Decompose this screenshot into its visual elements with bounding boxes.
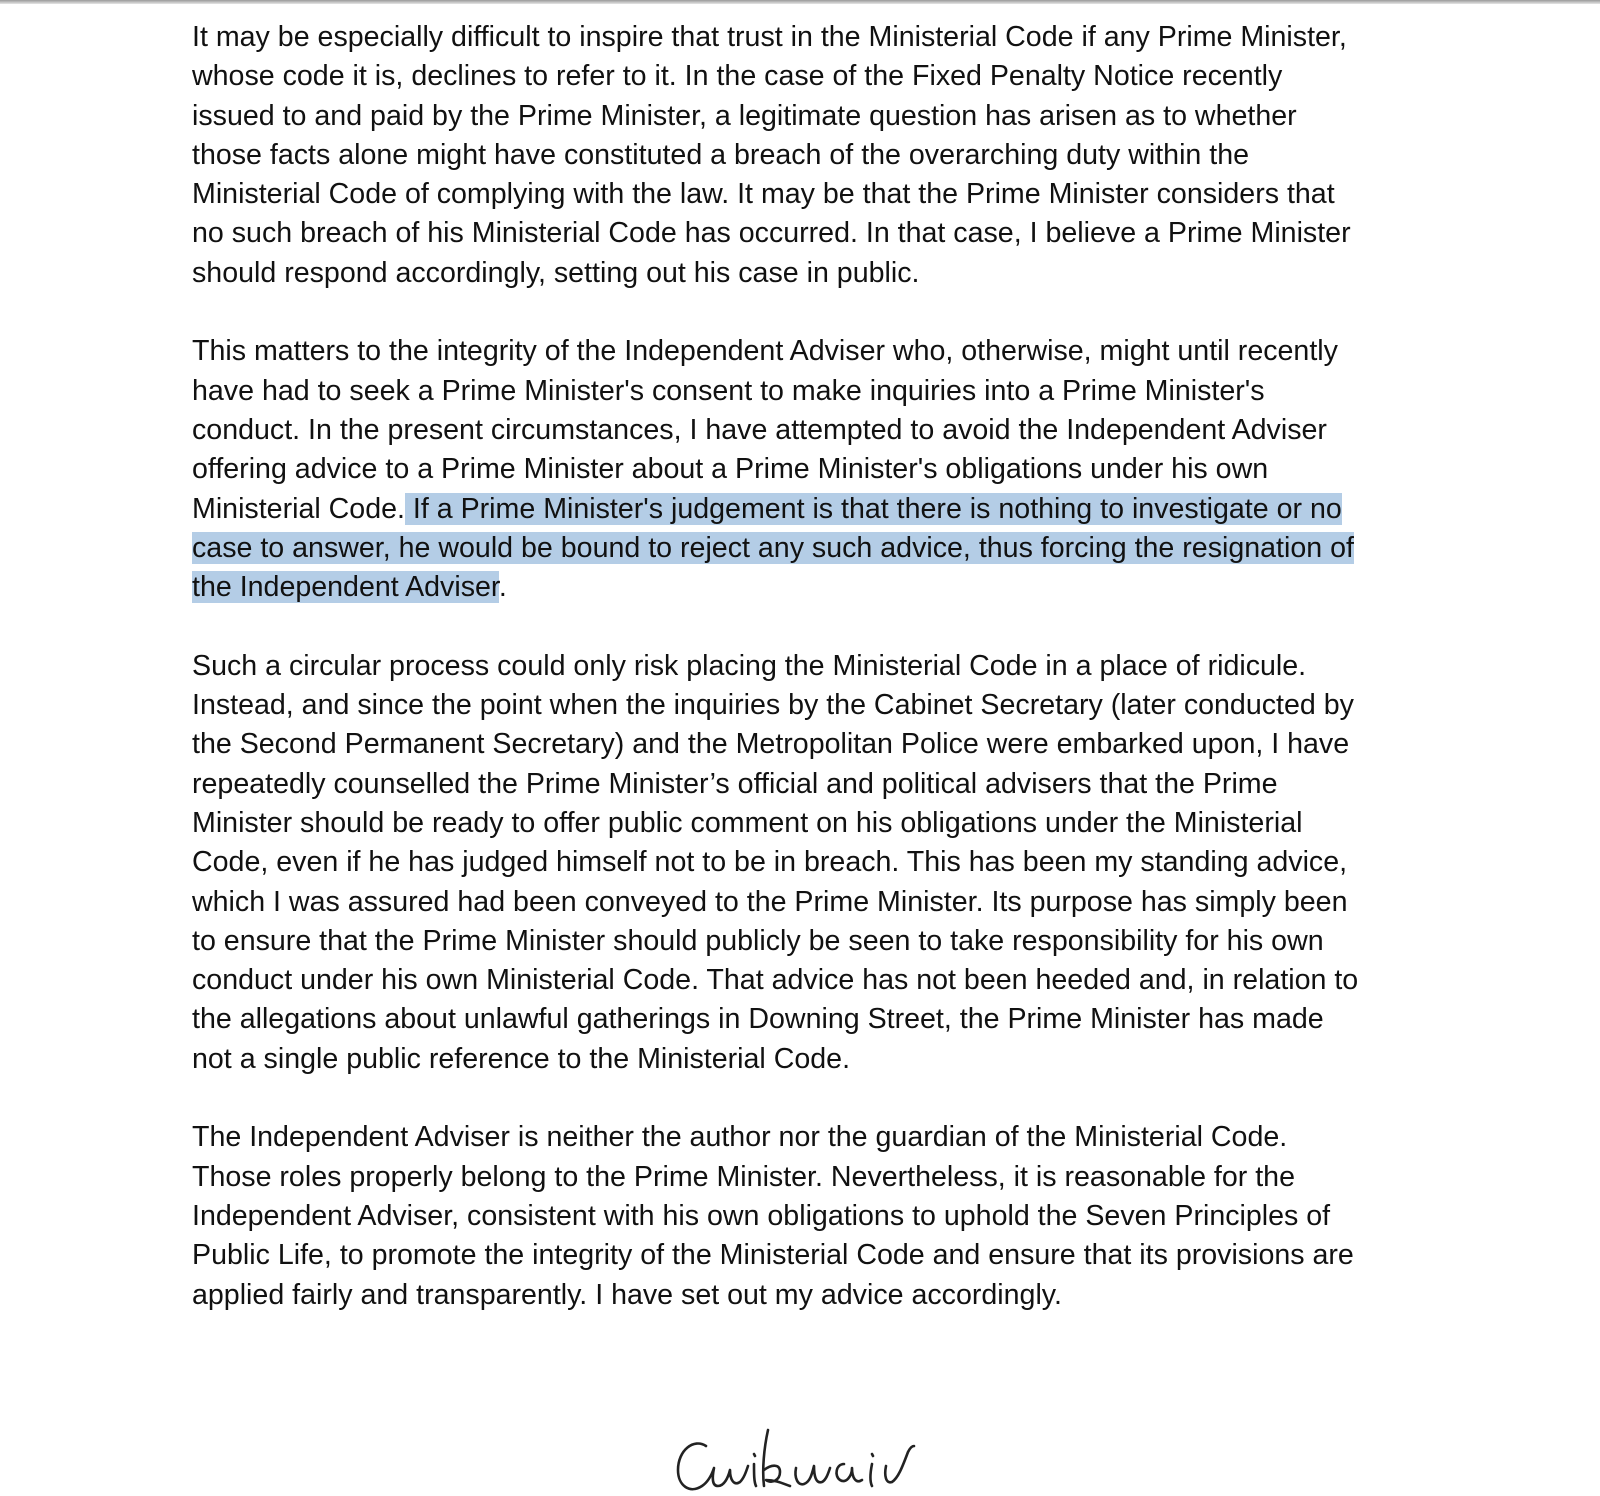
- selected-text[interactable]: case to answer, he would be bound to reject any such advice, thus forcing the resignation of: [192, 531, 1354, 564]
- text-line: The Independent Adviser is neither the author nor the guardian of the Ministerial Code.: [192, 1121, 1288, 1154]
- text-line: the Second Permanent Secretary) and the Metropolitan Police were embarked upon, I have: [192, 728, 1350, 761]
- text-line: no such breach of his Ministerial Code has occurred. In that case, I believe a Prime Minister: [192, 217, 1351, 250]
- text-line: Code, even if he has judged himself not to be in breach. This has been my standing advice,: [192, 846, 1348, 879]
- paragraph-4: [192, 1118, 1422, 1314]
- text-line: issued to and paid by the Prime Minister, a legitimate question has arisen as to whether: [192, 99, 1297, 132]
- text-line: not a single public reference to the Ministerial Code.: [192, 1042, 851, 1075]
- selected-text[interactable]: If a Prime Minister's judgement is that there is nothing to investigate or no: [404, 492, 1342, 525]
- selected-text[interactable]: the Independent Adviser: [192, 571, 499, 604]
- text-line-with-selection[interactable]: [192, 568, 1422, 607]
- text-line: have had to seek a Prime Minister's consent to make inquiries into a Prime Minister's: [192, 374, 1265, 407]
- text-line: conduct. In the present circumstances, I have attempted to avoid the Independent Adviser: [192, 413, 1327, 446]
- text-line: repeatedly counselled the Prime Minister’s official and political advisers that the Prime: [192, 767, 1278, 800]
- text-line: Public Life, to promote the integrity of the Ministerial Code and ensure that its provisions are: [192, 1239, 1354, 1272]
- paragraph-1: [192, 18, 1422, 293]
- text-after-selection: .: [498, 571, 507, 604]
- text-line: Those roles properly belong to the Prime Minister. Nevertheless, it is reasonable for the: [192, 1160, 1295, 1193]
- page-top-edge: [0, 0, 1600, 4]
- text-line: conduct under his own Ministerial Code. That advice has not been heeded and, in relation to: [192, 964, 1359, 997]
- text-line: which I was assured had been conveyed to the Prime Minister. Its purpose has simply been: [192, 885, 1348, 918]
- paragraph-2: [192, 332, 1422, 607]
- text-line-with-selection[interactable]: [192, 490, 1422, 529]
- text-line-selected[interactable]: [192, 529, 1422, 568]
- text-line: Instead, and since the point when the inquiries by the Cabinet Secretary (later conducted by: [192, 689, 1354, 722]
- text-line: Ministerial Code of complying with the law. It may be that the Prime Minister considers that: [192, 178, 1335, 211]
- text-line: It may be especially difficult to inspire that trust in the Ministerial Code if any Prime Minister,: [192, 21, 1347, 53]
- handwritten-signature: [672, 1424, 944, 1496]
- text-line: Minister should be ready to offer public comment on his obligations under the Ministerial: [192, 806, 1303, 839]
- paragraph-3: [192, 647, 1422, 1079]
- text-line: Independent Adviser, consistent with his own obligations to uphold the Seven Principles of: [192, 1199, 1331, 1232]
- text-line: This matters to the integrity of the Independent Adviser who, otherwise, might until recently: [192, 335, 1338, 368]
- text-line: Such a circular process could only risk placing the Ministerial Code in a place of ridicule.: [192, 649, 1307, 682]
- text-line: those facts alone might have constituted a breach of the overarching duty within the: [192, 138, 1250, 171]
- text-line: to ensure that the Prime Minister should publicly be seen to take responsibility for his own: [192, 924, 1324, 957]
- text-line: should respond accordingly, setting out his case in public.: [192, 256, 920, 289]
- text-before-selection: Ministerial Code.: [192, 492, 405, 525]
- text-line: whose code it is, declines to refer to it. In the case of the Fixed Penalty Notice recently: [192, 60, 1283, 93]
- document-page: [192, 18, 1422, 1315]
- text-line: offering advice to a Prime Minister about a Prime Minister's obligations under his own: [192, 453, 1269, 486]
- text-line: the allegations about unlawful gatherings in Downing Street, the Prime Minister has made: [192, 1003, 1324, 1036]
- text-line: applied fairly and transparently. I have set out my advice accordingly.: [192, 1278, 1062, 1311]
